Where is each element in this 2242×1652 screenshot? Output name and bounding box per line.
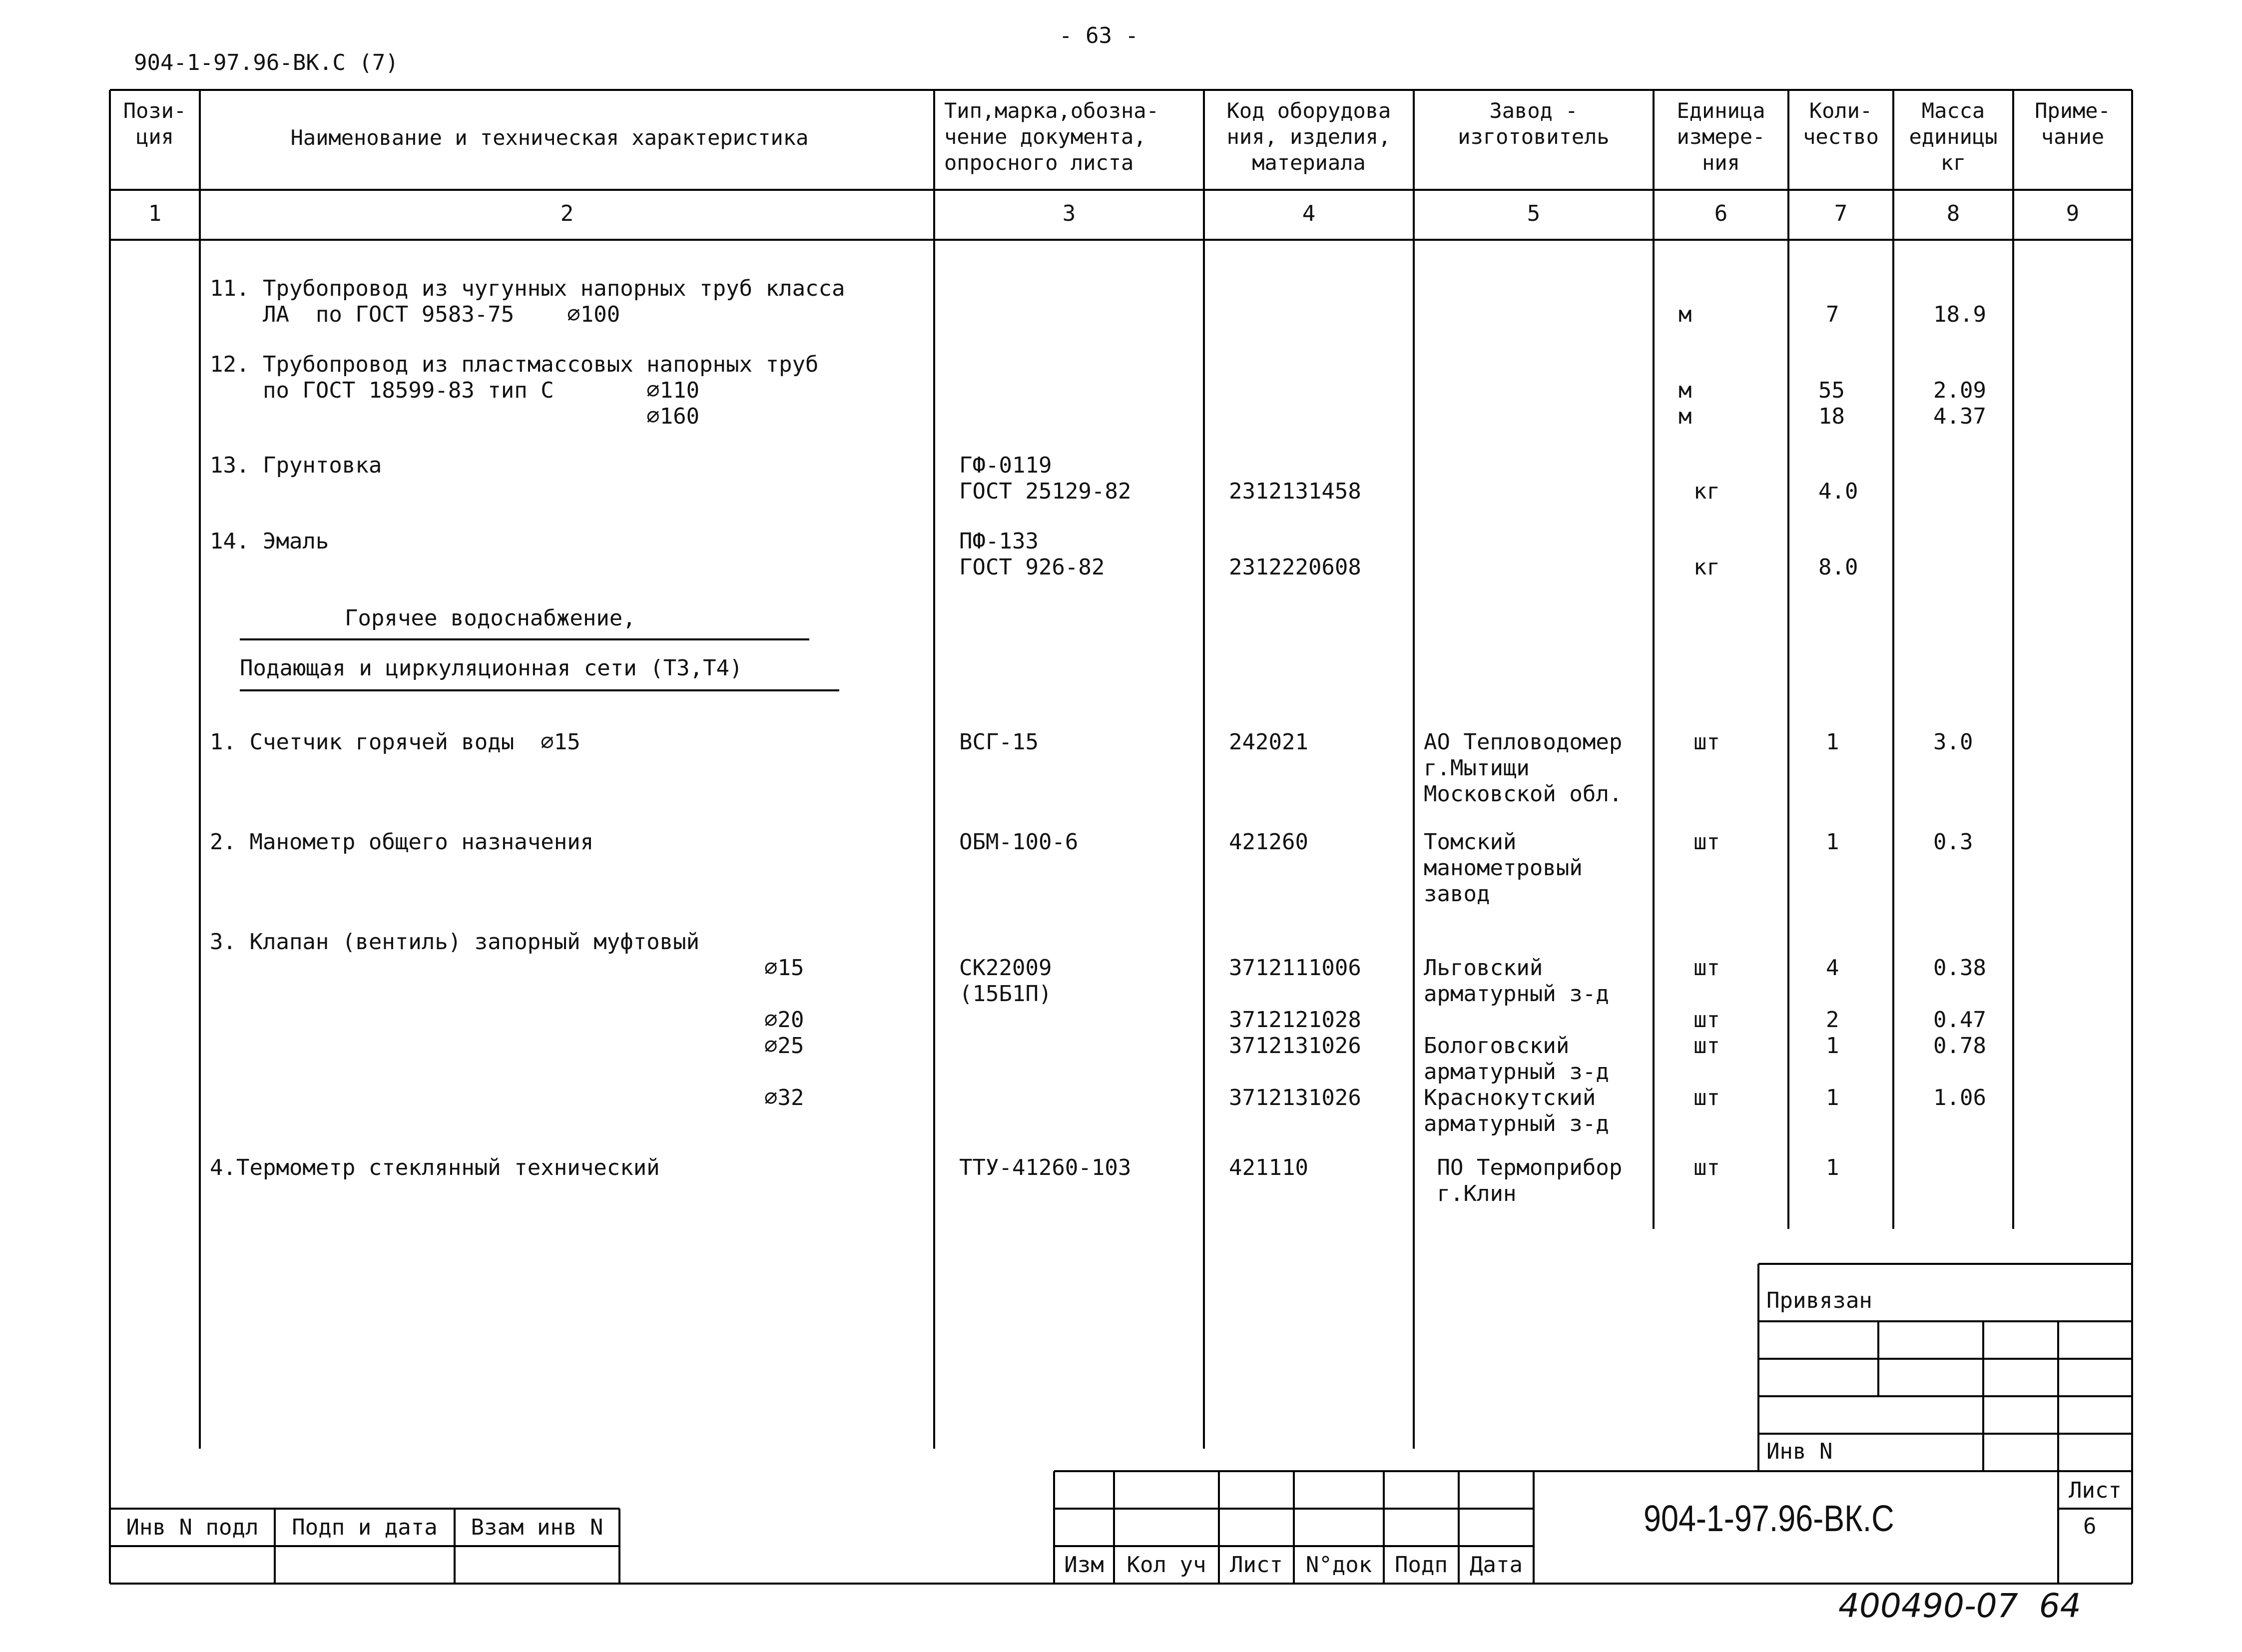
col-number: 1	[148, 201, 162, 226]
page-number: - 63 -	[1059, 23, 1138, 48]
row-unit: кг	[1693, 479, 1720, 504]
row-mass: 3.0	[1933, 729, 1973, 755]
row-quantity: 1	[1826, 729, 1839, 755]
section-subtitle: Подающая и циркуляционная сети (Т3,Т4)	[240, 655, 743, 681]
col-number: 8	[1946, 201, 1960, 226]
row-mass: 0.3	[1933, 829, 1973, 855]
row-type: ТТУ-41260-103	[959, 1155, 1131, 1180]
row-quantity: 4 2 1 1	[1826, 955, 1839, 1110]
row-manufacturer: АО Тепловодомер г.Мытищи Московской обл.	[1424, 729, 1623, 807]
row-quantity: 7	[1826, 302, 1839, 327]
col-number: 9	[2066, 201, 2080, 226]
row-manufacturer: Томский манометровый завод	[1424, 829, 1583, 907]
sheet-label: Лист	[2069, 1478, 2122, 1503]
header-note: Приме- чание	[2035, 98, 2111, 149]
row-quantity: 1	[1826, 1155, 1839, 1180]
col-number: 2	[560, 201, 574, 226]
stamp-col: N°док	[1305, 1552, 1372, 1578]
row-name: 13. Грунтовка	[210, 453, 382, 478]
row-code: 421110	[1229, 1155, 1308, 1180]
signature-col: Подп и дата	[292, 1515, 438, 1540]
row-name: 11. Трубопровод из чугунных напорных труб класса ЛА по ГОСТ 9583-75 ⌀100	[210, 276, 845, 327]
row-quantity: 1	[1826, 829, 1839, 855]
header-unit: Единица измере- ния	[1677, 98, 1765, 175]
stamp-col: Дата	[1470, 1552, 1523, 1578]
row-name: 14. Эмаль	[210, 529, 329, 554]
col-number: 6	[1714, 201, 1728, 226]
row-sizes: ⌀15 ⌀20 ⌀25 ⌀32	[764, 955, 804, 1110]
row-code: 421260	[1229, 829, 1308, 855]
header-unit-mass: Масса единицы кг	[1909, 98, 1998, 175]
doc-code-top: 904-1-97.96-ВК.С (7)	[134, 50, 399, 75]
header-position: Пози- ция	[123, 98, 187, 149]
signature-col: Взам инв N	[471, 1515, 603, 1540]
row-code: 242021	[1229, 729, 1308, 755]
doc-code: 904-1-97.96-ВК.С	[1644, 1498, 1894, 1539]
row-code: 2312220608	[1229, 554, 1361, 580]
row-unit: шт	[1693, 1155, 1720, 1180]
stamp-col: Изм	[1064, 1552, 1104, 1578]
row-name: 4.Термометр стеклянный технический	[210, 1155, 660, 1180]
row-type: ПФ-133 ГОСТ 926-82	[959, 529, 1105, 580]
col-number: 4	[1302, 201, 1316, 226]
row-type: СК22009 (15Б1П)	[959, 955, 1052, 1007]
row-type: ОБМ-100-6	[959, 829, 1079, 855]
col-number: 5	[1527, 201, 1541, 226]
header-manufacturer: Завод - изготовитель	[1458, 98, 1610, 149]
section-title: Горячее водоснабжение,	[345, 605, 636, 631]
row-mass: 2.09 4.37	[1933, 378, 1986, 429]
row-unit: шт шт шт шт	[1693, 955, 1720, 1110]
row-quantity: 4.0	[1818, 479, 1858, 504]
row-name: 12. Трубопровод из пластмассовых напорных труб по ГОСТ 18599-83 тип С ⌀110 ⌀160	[210, 352, 819, 429]
row-unit: м м	[1679, 378, 1692, 429]
col-number: 7	[1834, 201, 1848, 226]
sheet-number: 6	[2083, 1514, 2097, 1539]
row-quantity: 8.0	[1818, 554, 1858, 580]
privyazan-label: Привязан	[1766, 1288, 1872, 1313]
row-unit: шт	[1693, 829, 1720, 855]
row-mass: 0.38 0.47 0.78 1.06	[1933, 955, 1986, 1110]
signature-col: Инв N подл	[126, 1515, 259, 1540]
row-name: 1. Счетчик горячей воды ⌀15	[210, 729, 580, 755]
header-type: Тип,марка,обозна- чение документа, опросного листа	[944, 98, 1159, 175]
row-code: 2312131458	[1229, 479, 1361, 504]
header-code: Код оборудова ния, изделия, материала	[1226, 98, 1391, 175]
header-quantity: Коли- чество	[1803, 98, 1879, 149]
stamp-col: Подп	[1395, 1552, 1448, 1578]
stamp-col: Кол уч	[1126, 1552, 1206, 1578]
stamp-col: Лист	[1230, 1552, 1283, 1578]
handwritten-number: 400490-07 64	[1838, 1587, 2081, 1625]
row-quantity: 55 18	[1818, 378, 1845, 429]
header-name: Наименование и техническая характеристика	[290, 125, 809, 150]
row-type: ГФ-0119 ГОСТ 25129-82	[959, 453, 1131, 504]
row-unit: м	[1679, 302, 1692, 327]
row-name: 2. Манометр общего назначения	[210, 829, 594, 855]
row-type: ВСГ-15	[959, 729, 1039, 755]
row-unit: шт	[1693, 729, 1720, 755]
row-unit: кг	[1693, 554, 1720, 580]
row-manufacturer: ПО Термоприбор г.Клин	[1437, 1155, 1623, 1206]
row-name: 3. Клапан (вентиль) запорный муфтовый	[210, 929, 700, 955]
inv-n-label: Инв N	[1766, 1439, 1833, 1464]
col-number: 3	[1062, 201, 1076, 226]
row-mass: 18.9	[1933, 302, 1986, 327]
row-code: 3712111006 3712121028 3712131026 3712131026	[1229, 955, 1361, 1110]
row-manufacturer: Льговский арматурный з-д Бологовский арматурный з-д Краснокутский арматурный з-д	[1424, 955, 1609, 1136]
